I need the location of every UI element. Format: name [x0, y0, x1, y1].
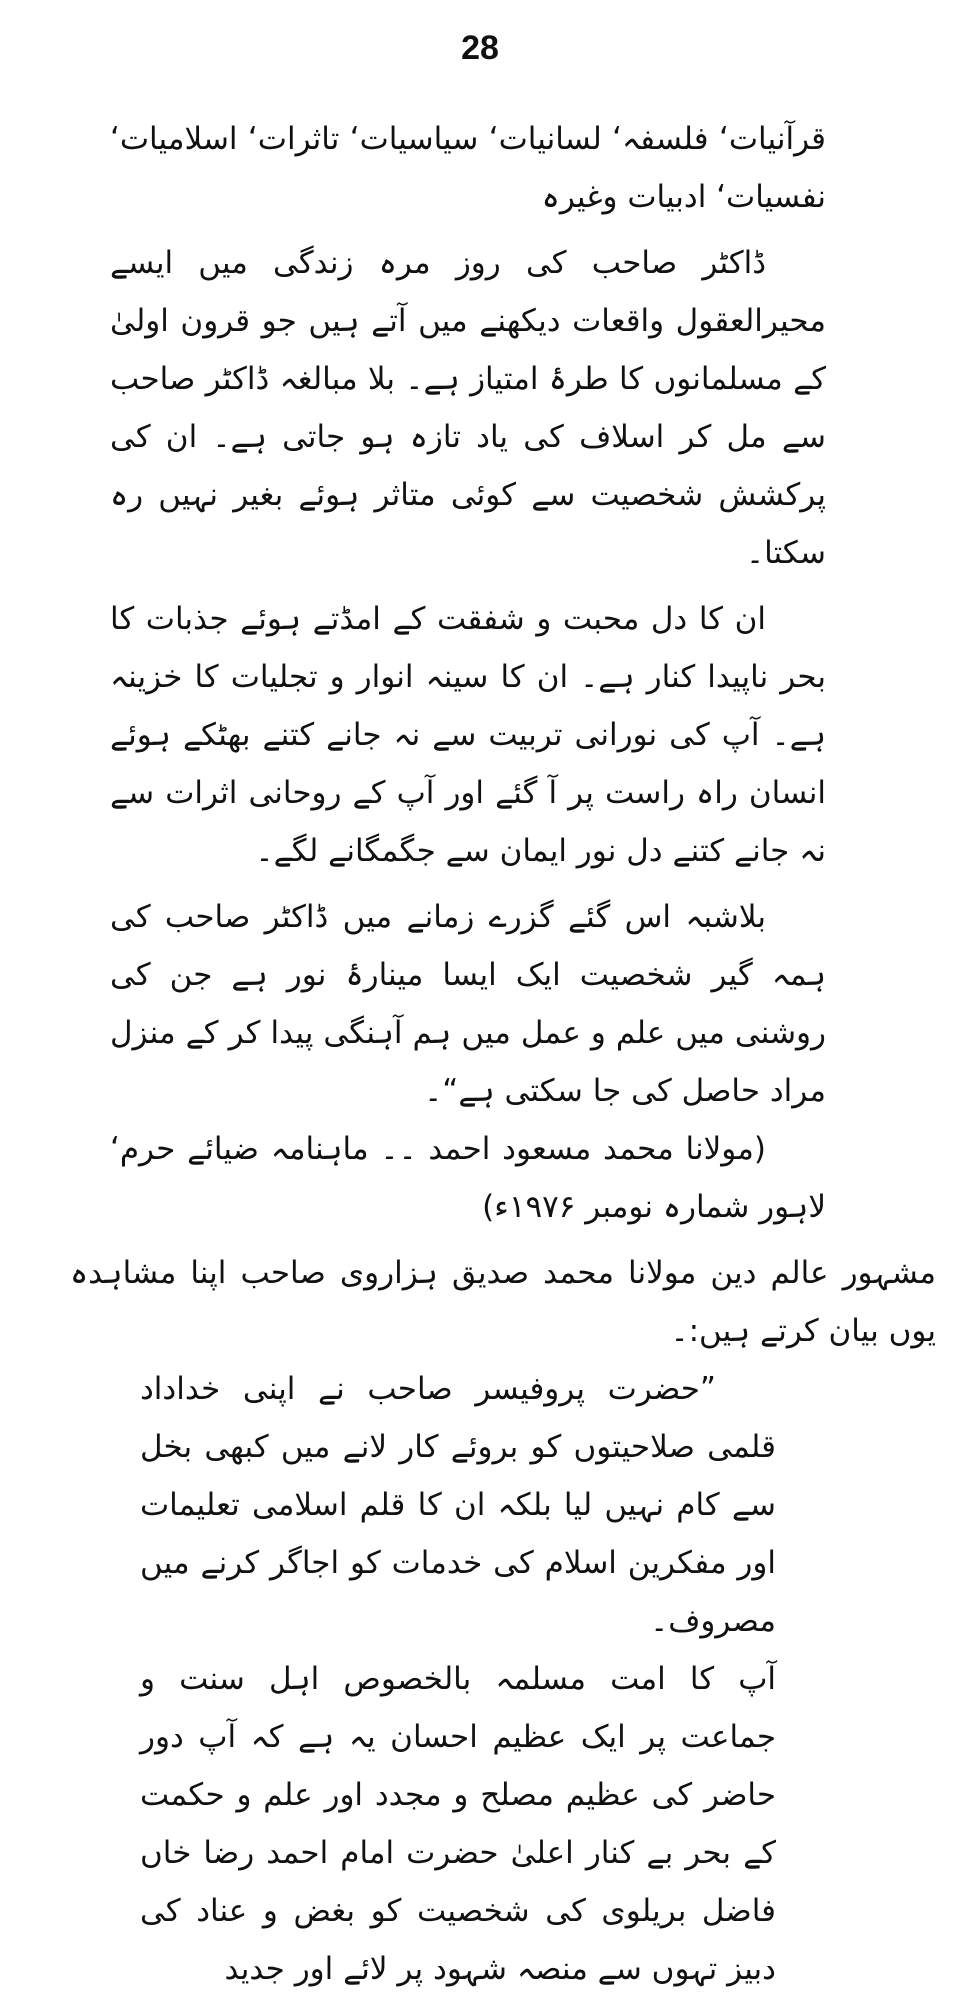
- paragraph-subject-list: قرآنیات‘ فلسفہ‘ لسانیات‘ سیاسیات‘ تاثرات‘ اسلامیات‘ نفسیات‘ ادبیات وغیرہ: [110, 121, 826, 215]
- paragraph-witness-intro: مشہور عالم دین مولانا محمد صدیق ہزاروی صاحب اپنا مشاہدہ یوں بیان کرتے ہیں:۔: [70, 1255, 936, 1349]
- quote-paragraph-favor: آپ کا امت مسلمہ بالخصوص اہل سنت و جماعت پر ایک عظیم احسان یہ ہے کہ آپ دور حاضر کی عظیم مصلح و مجدد اور علم و حکمت کے بحر بے کنار اعلیٰ حضرت امام احمد رضا خاں فاضل بریلوی کی شخصیت کو بغض و عناد کی دبیز تہوں سے منصہ شہود پر لائے اور جدید: [140, 1661, 776, 1987]
- paragraph-beacon-of-light: بلاشبہ اس گئے گزرے زمانے میں ڈاکٹر صاحب کی ہمہ گیر شخصیت ایک ایسا مینارۂ نور ہے جن کی روشنی میں علم و عمل میں ہم آہنگی پیدا کر کے منزل مراد حاصل کی جا سکتی ہے“۔: [110, 899, 826, 1109]
- paragraph-heart-of-love: ان کا دل محبت و شفقت کے امڈتے ہوئے جذبات کا بحر ناپیدا کنار ہے۔ ان کا سینہ انوار و تجلیات کا خزینہ ہے۔ آپ کی نورانی تربیت سے نہ جانے کتنے بھٹکے ہوئے انسان راہ راست پر آ گئے اور آپ کے روحانی اثرات سے نہ جانے کتنے دل نور ایمان سے جگمگانے لگے۔: [110, 601, 826, 869]
- page-number: 28: [461, 29, 499, 67]
- paragraph-daily-life: ڈاکٹر صاحب کی روز مرہ زندگی میں ایسے محیرالعقول واقعات دیکھنے میں آتے ہیں جو قرون اولیٰ کے مسلمانوں کا طرۂ امتیاز ہے۔ بلا مبالغہ ڈاکٹر صاحب سے مل کر اسلاف کی یاد تازہ ہو جاتی ہے۔ ان کی پرکشش شخصیت سے کوئی متاثر ہوئے بغیر نہیں رہ سکتا۔: [110, 245, 826, 571]
- page-body: [70, 110, 936, 1998]
- citation: (مولانا محمد مسعود احمد ۔۔ ماہنامہ ضیائے حرم‘ لاہور شمارہ نومبر ۱۹۷۶ء): [110, 1131, 826, 1225]
- quote-paragraph-pen: ”حضرت پروفیسر صاحب نے اپنی خداداد قلمی صلاحیتوں کو بروئے کار لانے میں کبھی بخل سے کام نہیں لیا بلکہ ان کا قلم اسلامی تعلیمات اور مفکرین اسلام کی خدمات کو اجاگر کرنے میں مصروف۔: [140, 1371, 776, 1639]
